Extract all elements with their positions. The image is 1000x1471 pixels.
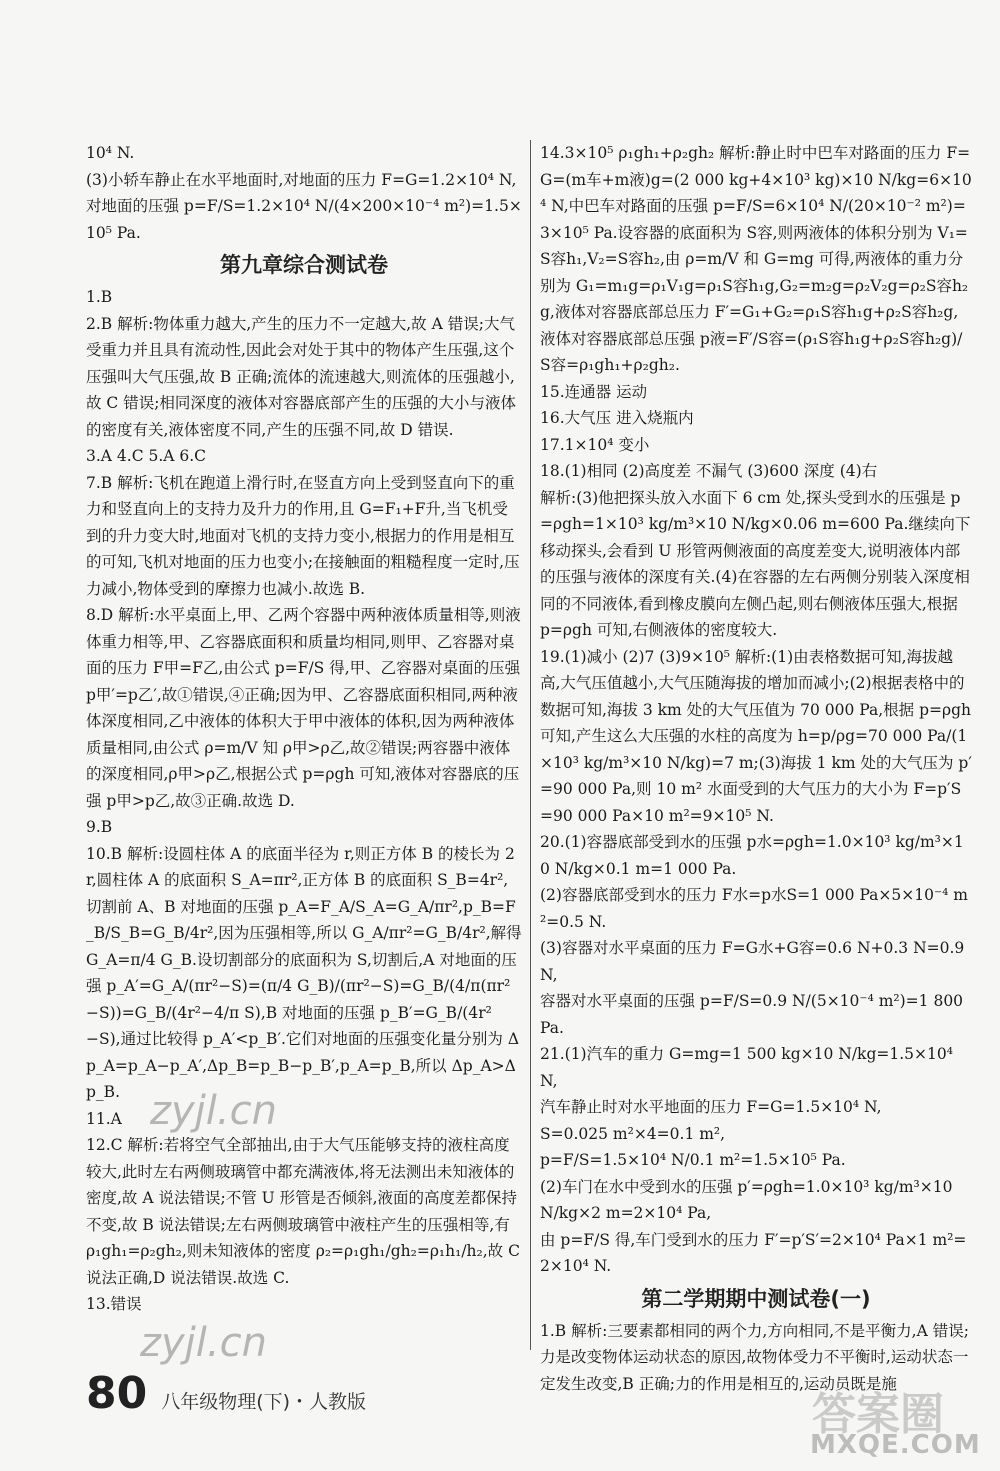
watermark-logo: 答案圈: [812, 1389, 944, 1440]
page-footer: [86, 1368, 366, 1419]
watermark-domain: MXQE.COM: [810, 1430, 981, 1460]
answer-line: p=F/S=1.5×10⁴ N/0.1 m²=1.5×10⁵ Pa.: [540, 1151, 846, 1169]
right-column: [540, 140, 972, 1397]
answer-item: 3.A 4.C 5.A 6.C: [86, 447, 207, 465]
answer-item: 1.B 解析:三要素都相同的两个力,方向相同,不是平衡力,A 错误;力是改变物体运动状态的原因,故物体受力不平衡时,运动状态一定发生改变,B 正确;力的作用是相互的,运动员既是施: [540, 1321, 969, 1393]
answer-item: 18.(1)相同 (2)高度差 不漏气 (3)600 深度 (4)右: [540, 462, 878, 480]
answer-item: 7.B 解析:飞机在跑道上滑行时,在竖直方向上受到竖直向下的重力和竖直向上的支持力及升力的作用,且 G=F₁+F升,当飞机受到的升力变大时,地面对飞机的支持力变小,根据力的作用是相互的可知,飞机对地面的压力也变小;在接触面的粗糙程度一定时,压力减小,物体受到的摩擦力也减小.故选 B.: [86, 473, 520, 598]
answer-line: 容器对水平桌面的压强 p=F/S=0.9 N/(5×10⁻⁴ m²)=1 800 Pa.: [540, 992, 964, 1037]
watermark-site: zyjl.cn: [140, 1320, 267, 1366]
answer-item: 13.错误: [86, 1295, 142, 1313]
answer-line: (2)车门在水中受到水的压强 p′=ρgh=1.0×10³ kg/m³×10 N/kg×2 m=2×10⁴ Pa,: [540, 1177, 953, 1222]
answer-line: 由 p=F/S 得,车门受到水的压力 F′=p′S′=2×10⁴ Pa×1 m²=2×10⁴ N.: [540, 1230, 967, 1275]
answer-item: 11.A: [86, 1109, 122, 1128]
column-divider: [530, 140, 531, 1350]
answer-line: S=0.025 m²×4=0.1 m²,: [540, 1124, 726, 1143]
answer-line: 汽车静止时对水平地面的压力 F=G=1.5×10⁴ N,: [540, 1098, 882, 1116]
answer-line: (3)容器对水平桌面的压力 F=G水+G容=0.6 N+0.3 N=0.9 N,: [540, 939, 965, 984]
answer-line: (3)小轿车静止在水平地面时,对地面的压力 F=G=1.2×10⁴ N,: [86, 170, 517, 189]
answer-item: 20.(1)容器底部受到水的压强 p水=ρgh=1.0×10³ kg/m³×10 N/kg×0.1 m=1 000 Pa.: [540, 833, 964, 878]
answer-line: (2)容器底部受到水的压力 F水=p水S=1 000 Pa×5×10⁻⁴ m²=0.5 N.: [540, 886, 969, 931]
answer-item: 21.(1)汽车的重力 G=mg=1 500 kg×10 N/kg=1.5×10⁴ N,: [540, 1045, 953, 1090]
answer-item: 16.大气压 进入烧瓶内: [540, 409, 694, 427]
book-title: 八年级物理(下)・人教版: [161, 1391, 367, 1413]
answer-item: 9.B: [86, 818, 113, 836]
section-heading: 第二学期期中测试卷(一): [641, 1286, 871, 1311]
answer-item: 1.B: [86, 288, 113, 306]
answer-item: 19.(1)减小 (2)7 (3)9×10⁵ 解析:(1)由表格数据可知,海拔越高,大气压值越小,大气压随海拔的增加而减小;(2)根据表格中的数据可知,海拔 3 km 处的大气压值为 70 000 Pa,根据 p=ρgh 可知,产生这么大压强的水柱的高度为 h=p/ρg=70 000 Pa/(1×10³ kg/m³×10 N/kg)=7 m;(3)海拔 1 km 处的大气压为 p′=90 000 Pa,则 10 m² 水面受到的大气压力的大小为 F=p′S=90 000 Pa×10 m²=9×10⁵ N.: [540, 647, 972, 825]
section-heading: 第九章综合测试卷: [220, 253, 388, 277]
answer-line: 解析:(3)他把探头放入水面下 6 cm 处,探头受到水的压强是 p=ρgh=1×10³ kg/m³×10 N/kg×0.06 m=600 Pa.继续向下移动探头,会看到 U 形管两侧液面的高度差变大,说明液体内部的压强与液体的深度有关.(4)在容器的左右两侧分别装入深度相同的不同液体,看到橡皮膜向左侧凸起,则右侧液体压强大,根据 p=ρgh 可知,右侧液体的密度较大.: [540, 488, 971, 639]
answer-item: 10.B 解析:设圆柱体 A 的底面半径为 r,则正方体 B 的棱长为 2r,圆柱体 A 的底面积 S_A=πr²,正方体 B 的底面积 S_B=4r²,切割前 A、B 对地面的压强 p_A=F_A/S_A=G_A/πr²,p_B=F_B/S_B=G_B/4r²,因为压强相等,所以 G_A/πr²=G_B/4r²,解得 G_A=π/4 G_B.设切割部分的底面积为 S,切割后,A 对地面的压强 p_A′=G_A/(πr²−S)=(π/4 G_B)/(πr²−S)=G_B/(4/π(πr²−S))=G_B/(4r²−4/π S),B 对地面的压强 p_B′=G_B/(4r²−S),通过比较得 p_A′<p_B′.它们对地面的压强变化量分别为 Δp_A=p_A−p_A′,Δp_B=p_B−p_B′,p_A=p_B,所以 Δp_A>Δp_B.: [86, 844, 522, 1101]
answer-item: 17.1×10⁴ 变小: [540, 435, 650, 454]
page-number: 80: [86, 1368, 148, 1419]
left-column: [86, 140, 522, 1318]
answer-item: 15.连通器 运动: [540, 382, 648, 401]
watermark-site: zyjl.cn: [150, 1088, 277, 1134]
answer-line: 10⁴ N.: [86, 144, 135, 162]
answer-line: 对地面的压强 p=F/S=1.2×10⁴ N/(4×200×10⁻⁴ m²)=1.5×10⁵ Pa.: [86, 197, 522, 242]
answer-item: 2.B 解析:物体重力越大,产生的压力不一定越大,故 A 错误;大气受重力并且具有流动性,因此会对处于其中的物体产生压强,这个压强叫大气压强,故 B 正确;流体的流速越大,则流体的压强越小,故 C 错误;相同深度的液体对容器底部产生的压强的大小与液体的密度有关,液体密度不同,产生的压强不同,故 D 错误.: [86, 314, 516, 439]
answer-item: 12.C 解析:若将空气全部抽出,由于大气压能够支持的液柱高度较大,此时左右两侧玻璃管中都充满液体,将无法测出未知液体的密度,故 A 说法错误;不管 U 形管是否倾斜,液面的高度差都保持不变,故 B 说法错误;左右两侧玻璃管中液柱产生的压强相等,有 ρ₁gh₁=ρ₂gh₂,则未知液体的密度 ρ₂=ρ₁gh₁/gh₂=ρ₁h₁/h₂,故 C 说法正确,D 说法错误.故选 C.: [86, 1136, 520, 1287]
answer-item: 14.3×10⁵ ρ₁gh₁+ρ₂gh₂ 解析:静止时中巴车对路面的压力 F=G=(m车+m液)g=(2 000 kg+4×10³ kg)×10 N/kg=6×10⁴ N,中巴车对路面的压强 p=F/S=6×10⁴ N/(20×10⁻² m²)=3×10⁵ Pa.设容器的底面积为 S容,则两液体的体积分别为 V₁=S容h₁,V₂=S容h₂,由 ρ=m/V 和 G=mg 可得,两液体的重力分别为 G₁=m₁g=ρ₁V₁g=ρ₁S容h₁g,G₂=m₂g=ρ₂V₂g=ρ₂S容h₂g,液体对容器底部总压力 F′=G₁+G₂=ρ₁S容h₁g+ρ₂S容h₂g,液体对容器底部总压强 p液=F′/S容=(ρ₁S容h₁g+ρ₂S容h₂g)/S容=ρ₁gh₁+ρ₂gh₂.: [540, 144, 972, 374]
answer-item: 8.D 解析:水平桌面上,甲、乙两个容器中两种液体质量相等,则液体重力相等,甲、乙容器底面积和质量均相同,则甲、乙容器对桌面的压力 F甲=F乙,由公式 p=F/S 得,甲、乙容器对桌面的压强 p甲′=p乙′,故①错误,④正确;因为甲、乙容器底面积相同,两种液体深度相同,乙中液体的体积大于甲中液体的体积,因为两种液体质量相同,由公式 ρ=m/V 知 ρ甲>ρ乙,故②错误;两容器中液体的深度相同,ρ甲>ρ乙,根据公式 p=ρgh 可知,液体对容器底的压强 p甲>p乙,故③正确.故选 D.: [86, 606, 521, 810]
